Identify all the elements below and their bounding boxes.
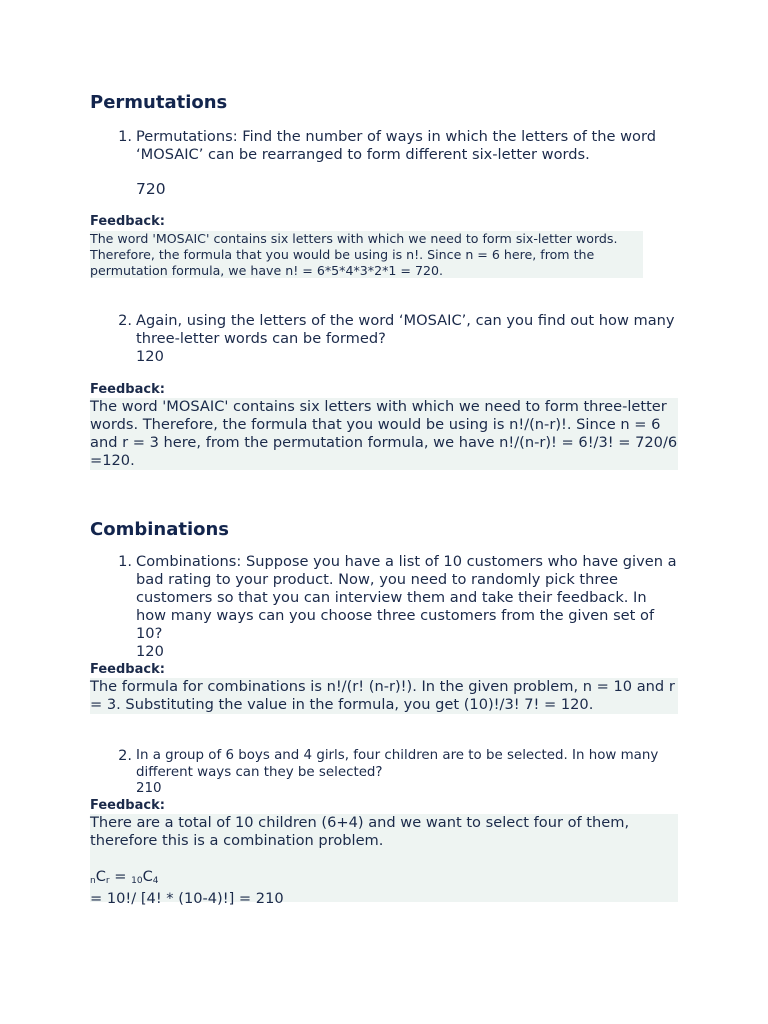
question-body [136,128,678,198]
section-heading-combinations: Combinations [90,519,230,540]
question-body [136,553,678,661]
answer-value: 210 [136,781,162,796]
answer-value: 120 [136,348,164,365]
formula-c2: C [142,868,153,885]
feedback-label: Feedback: [90,214,165,229]
feedback-label: Feedback: [90,798,165,813]
spacer [90,850,678,868]
subscript-4: 4 [152,876,159,886]
feedback-line: permutation formula, we have n! = 6*5*4*3*2*1 = 720. [90,262,443,278]
feedback-box [90,678,678,714]
question-body [136,312,678,366]
subscript-r: r [105,876,110,886]
formula-c: C [95,868,106,885]
subscript-10: 10 [131,876,143,886]
feedback-box [90,814,678,907]
feedback-line: The word 'MOSAIC' contains six letters with which we need to form six-letter words. [90,231,618,246]
section-heading-permutations: Permutations [90,92,228,113]
question-number: 2. [118,312,132,329]
feedback-text: There are a total of 10 children (6+4) and we want to select four of them, therefore this is a combination problem. [90,814,630,849]
feedback-label: Feedback: [90,662,165,677]
formula-result: = 10!/ [4! * (10-4)!] = 210 [90,890,284,907]
subscript-n: n [90,876,96,886]
question-number: 1. [118,128,132,145]
question-text: In a group of 6 boys and 4 girls, four children are to be selected. In how many different ways can they be selected? [136,748,659,780]
feedback-line: Therefore, the formula that you would be using is n!. Since n = 6 here, from the [90,246,595,262]
question-number: 2. [118,747,132,764]
question-text: Permutations: Find the number of ways in which the letters of the word ‘MOSAIC’ can be rearranged to form different six-letter words. [136,128,656,163]
feedback-box [90,231,643,278]
combination-formula [90,868,678,890]
question-text: Again, using the letters of the word ‘MOSAIC’, can you find out how many three-letter words can be formed? [136,312,675,347]
feedback-box [90,398,678,470]
formula-equals: = [109,868,132,885]
feedback-text: The word 'MOSAIC' contains six letters with which we need to form three-letter words. Therefore, the formula that you would be using is n!/(n-r)!. Since n = 6 and r = 3 here, from the permutation formula, we have n!/(n-r)! = 6!/3! = 720/6 =120. [90,398,678,469]
answer-value: 720 [136,180,166,198]
question-text: Combinations: Suppose you have a list of 10 customers who have given a bad rating to your product. Now, you need to randomly pick three customers so that you can interview them and take their feedback. In how many ways can you choose three customers from the given set of 10? [136,553,677,642]
question-body [136,748,678,798]
feedback-label: Feedback: [90,382,165,397]
feedback-text: The formula for combinations is n!/(r! (n-r)!). In the given problem, n = 10 and r = 3. Substituting the value in the formula, you get (10)!/3! 7! = 120. [90,678,675,713]
question-number: 1. [118,553,132,570]
answer-value: 120 [136,643,164,660]
